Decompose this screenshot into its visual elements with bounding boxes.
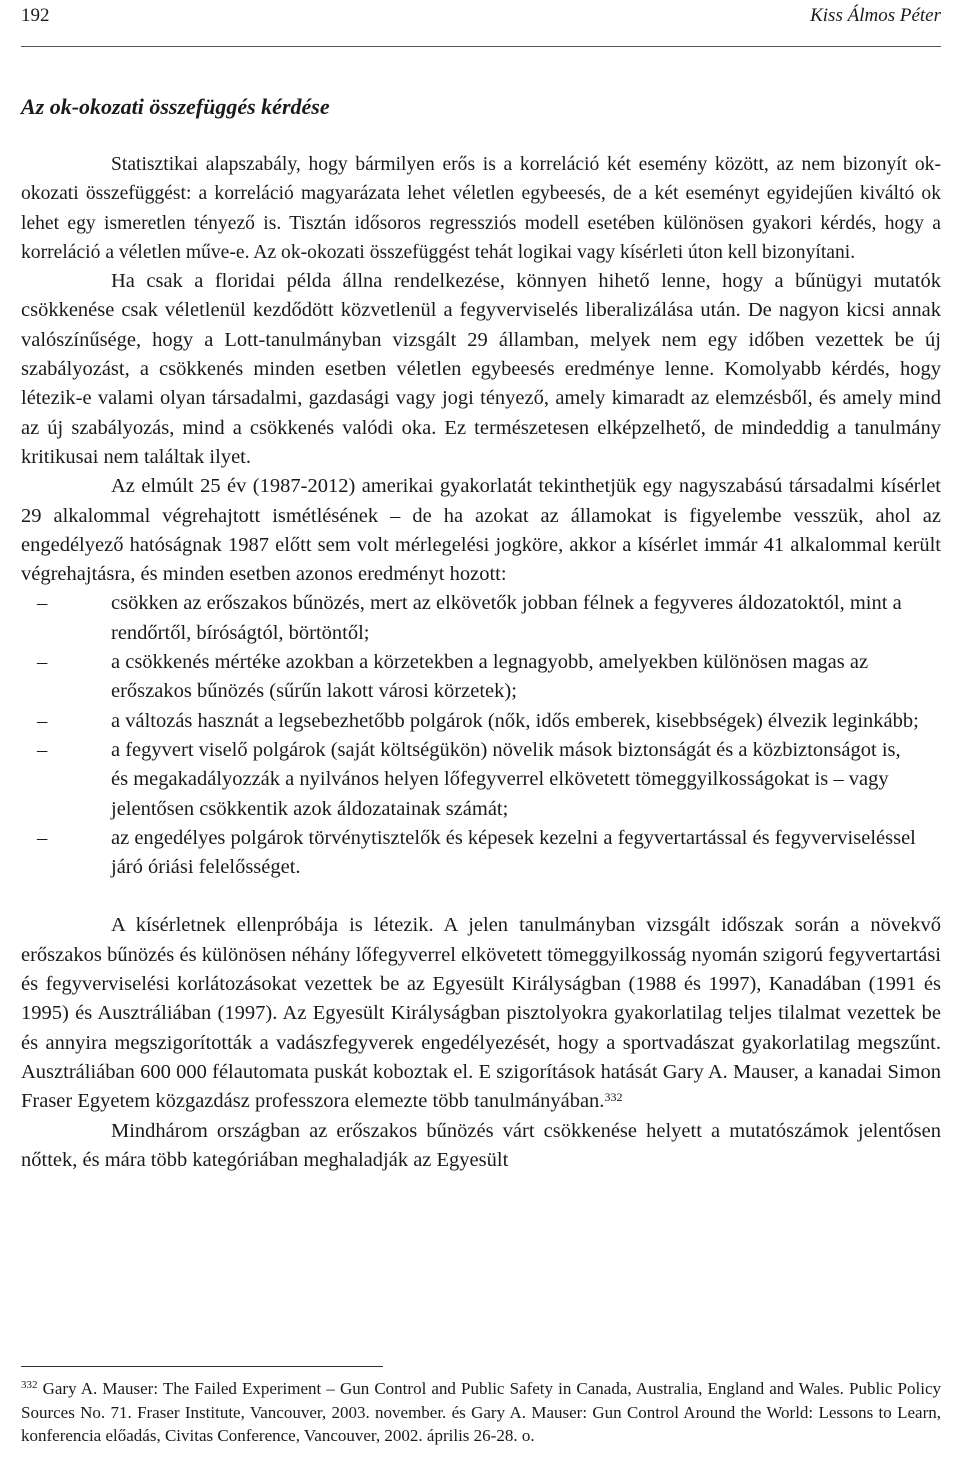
paragraph-spacer — [21, 882, 941, 911]
list-item: – az engedélyes polgárok törvénytisztelők és képesek kezelni a fegyvertartással és fegyverviseléssel járó óriási felelősséget. — [21, 824, 941, 883]
paragraph-1: Statisztikai alapszabály, hogy bármilyen erős is a korreláció két esemény között, az nem bizonyít ok-okozati összefüggést: a korreláció magyarázata lehet véletlen egybeesés, de a két eseményt egyidejűen kiváltó ok lehet egy ismeretlen tényező is. Tisztán idősoros regressziós modell esetében különösen gyakori kérdés, hogy a korreláció a véletlen műve-e. Az ok-okozati összefüggést tehát logikai vagy kísérleti úton kell bizonyítani. — [21, 154, 941, 263]
paragraph-3: Az elmúlt 25 év (1987-2012) amerikai gyakorlatát tekinthetjük egy nagyszabású társadalmi kísérlet 29 alkalommal végrehajtott ismétlésének – de ha azokat az államokat is figyelembe vesszük, ahol az engedélyező hatóságnak 1987 előtt sem volt mérlegelési jogköre, akkor a kísérlet immár 41 alkalommal került végrehajtásra, és minden esetben azonos eredményt hozott: — [21, 475, 941, 586]
footnote — [21, 1377, 941, 1448]
list-item: – a változás hasznát a legsebezhetőbb polgárok (nők, idős emberek, kisebbségek) élvezik leginkább; — [21, 707, 941, 736]
section-title: Az ok-okozati összefüggés kérdése — [21, 94, 330, 119]
footnote-number: 332 — [21, 1379, 38, 1391]
paragraph-5: Mindhárom országban az erőszakos bűnözés várt csökkenése helyett a mutatószámok jelentősen nőttek, és mára több kategóriában meghaladják az Egyesült — [21, 1119, 941, 1171]
paragraph-group-intro — [21, 150, 941, 267]
list-item: – a csökkenés mértéke azokban a körzetekben a legnagyobb, amelyekben különösen magas az erőszakos bűnözés (sűrűn lakott városi körzetek); — [21, 648, 941, 707]
effects-list — [21, 589, 941, 882]
page-number: 192 — [21, 5, 50, 26]
paragraph-4 — [21, 911, 941, 1116]
body-text — [21, 150, 941, 1175]
footnote-text: Gary A. Mauser: The Failed Experiment – Gun Control and Public Safety in Canada, Australia, England and Wales. Public Policy Sources No. 71. Fraser Institute, Vancouver, 2003. november. és Gary A. Mauser: Gun Control Around the World: Lessons to Learn, konferencia előadás, Civitas Conference, Vancouver, 2002. április 26-28. o. — [21, 1379, 941, 1446]
running-header-author: Kiss Álmos Péter — [810, 5, 941, 26]
paragraph-2: Ha csak a floridai példa állna rendelkezése, könnyen hihető lenne, hogy a bűnügyi mutatók csökkenése csak véletlenül kezdődött közvetlenül a fegyverviselés liberalizálása után. De nagyon kicsi annak valószínűsége, hogy a Lott-tanulmányban vizsgált 29 államban, melyek nem egy időben vezettek be új szabályozást, a csökkenés minden esetben véletlen egybeesés eredménye lenne. Komolyabb kérdés, hogy létezik-e valami olyan társadalmi, gazdasági vagy jogi tényező, amely kimaradt az elemzésből, és amely mind az új szabályozás, mind a csökkenés valódi oka. Ez természetesen elképzelhető, de mindeddig a tanulmány kritikusai nem találtak ilyet. — [21, 270, 941, 468]
list-item: – csökken az erőszakos bűnözés, mert az elkövetők jobban félnek a fegyveres áldozatoktól, mint a rendőrtől, bíróságtól, börtöntől; — [21, 589, 941, 648]
paragraph-4-text: A kísérletnek ellenpróbája is létezik. A jelen tanulmányban vizsgált időszak során a növekvő erőszakos bűnözés és különösen néhány lőfegyverrel elkövetett tömeggyilkosság nyomán szigorú fegyvertartási és fegyverviselési korlátozásokat vezettek be az Egyesült Királyságban (1988 és 1997), Kanadában (1991 és 1995) és Ausztráliában (1997). Az Egyesült Királyságban pisztolyokra gyakorlatilag teljes tilalmat vezettek be és annyira megszigorították a vadászfegyverek engedélyezését, hogy a sportvadászat gyakorlatilag megszűnt. Ausztráliában 600 000 félautomata puskát koboztak el. E szigorítások hatását Gary A. Mauser, a kanadai Simon Fraser Egyetem közgazdász professzora elemezte több tanulmányában. — [21, 914, 941, 1113]
list-item: – a fegyvert viselő polgárok (saját költségükön) növelik mások biztonságát és a közbiztonságot is, és megakadályozzák a nyilvános helyen lőfegyverrel elkövetett tömeggyilkosságokat is – vagy jelentősen csökkentik azok áldozatainak számát; — [21, 736, 941, 824]
footnote-divider — [21, 1366, 383, 1367]
running-header — [21, 0, 941, 47]
footnote-reference[interactable]: 332 — [604, 1090, 623, 1105]
